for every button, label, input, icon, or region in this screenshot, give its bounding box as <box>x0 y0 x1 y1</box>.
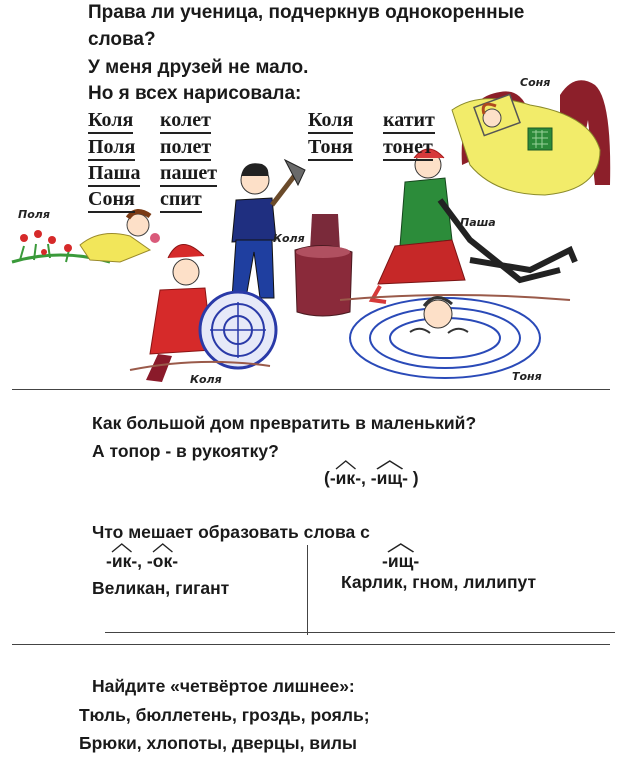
question-line-1: Права ли ученица, подчеркнув однокоренные <box>88 2 525 23</box>
chopping-stump-drawing <box>295 214 352 316</box>
kolya-chopping-drawing <box>232 160 305 298</box>
kolya-rolling-drawing <box>130 244 276 382</box>
tag-kolya-chop: Коля <box>273 232 305 245</box>
tag-tonya: Тоня <box>512 370 542 383</box>
pair-verb: катит <box>383 109 435 134</box>
divider-2a <box>105 632 615 633</box>
pair-verb: пашет <box>160 162 217 187</box>
hint-close: - ) <box>402 468 419 488</box>
tag-polya: Поля <box>18 208 50 221</box>
tag-pasha: Паша <box>460 216 496 229</box>
pair-verb: колет <box>160 109 211 134</box>
suffix-ishch: ищ <box>377 462 403 489</box>
pair-verb: тонет <box>383 136 433 161</box>
question-line-2: слова? <box>88 29 156 50</box>
right-suffix: - ищ- <box>382 545 419 572</box>
pair-verb: спит <box>160 188 202 213</box>
right-words: Карлик, гном, лилипут <box>341 572 537 592</box>
pair-name: Соня <box>88 188 135 213</box>
divider-1 <box>12 389 610 390</box>
left-words: Великан, гигант <box>92 578 230 598</box>
section2-line-2: А топор - в рукоятку? <box>92 441 279 461</box>
section4-title: Найдите «четвёртое лишнее»: <box>92 676 355 696</box>
suffix-ok: ок <box>153 545 172 572</box>
tag-sonya: Соня <box>520 76 551 89</box>
hint-open: (- <box>324 468 336 488</box>
pair-name: Коля <box>88 109 133 134</box>
left-suffixes: - ик-, - ок- <box>106 545 178 572</box>
section2-line-1: Как большой дом превратить в маленький? <box>92 413 477 433</box>
pair-name: Тоня <box>308 136 353 161</box>
tag-kolya-roll: Коля <box>190 373 222 386</box>
pair-name: Коля <box>308 109 353 134</box>
section4-line-1: Тюль, бюллетень, гроздь, рояль; <box>79 705 370 725</box>
divider-vertical <box>307 545 308 635</box>
suffix-ik: ик <box>112 545 132 572</box>
poem-line-2: Но я всех нарисовала: <box>88 83 302 104</box>
section4-line-2: Брюки, хлопоты, дверцы, вилы <box>79 733 357 753</box>
pair-verb: полет <box>160 136 211 161</box>
section3-question: Что мешает образовать слова с <box>92 522 370 542</box>
divider-2 <box>12 644 610 645</box>
suffix-hint <box>324 462 419 489</box>
suffix-ik: ик <box>336 462 356 489</box>
pair-name: Паша <box>88 162 140 187</box>
suffix-ishch: ищ <box>388 545 414 572</box>
tonya-in-water-drawing <box>350 297 540 378</box>
hint-mid: -, - <box>355 468 377 488</box>
pair-name: Поля <box>88 136 135 161</box>
sonya-sleeping-drawing <box>452 80 610 195</box>
poem-line-1: У меня друзей не мало. <box>88 57 309 78</box>
